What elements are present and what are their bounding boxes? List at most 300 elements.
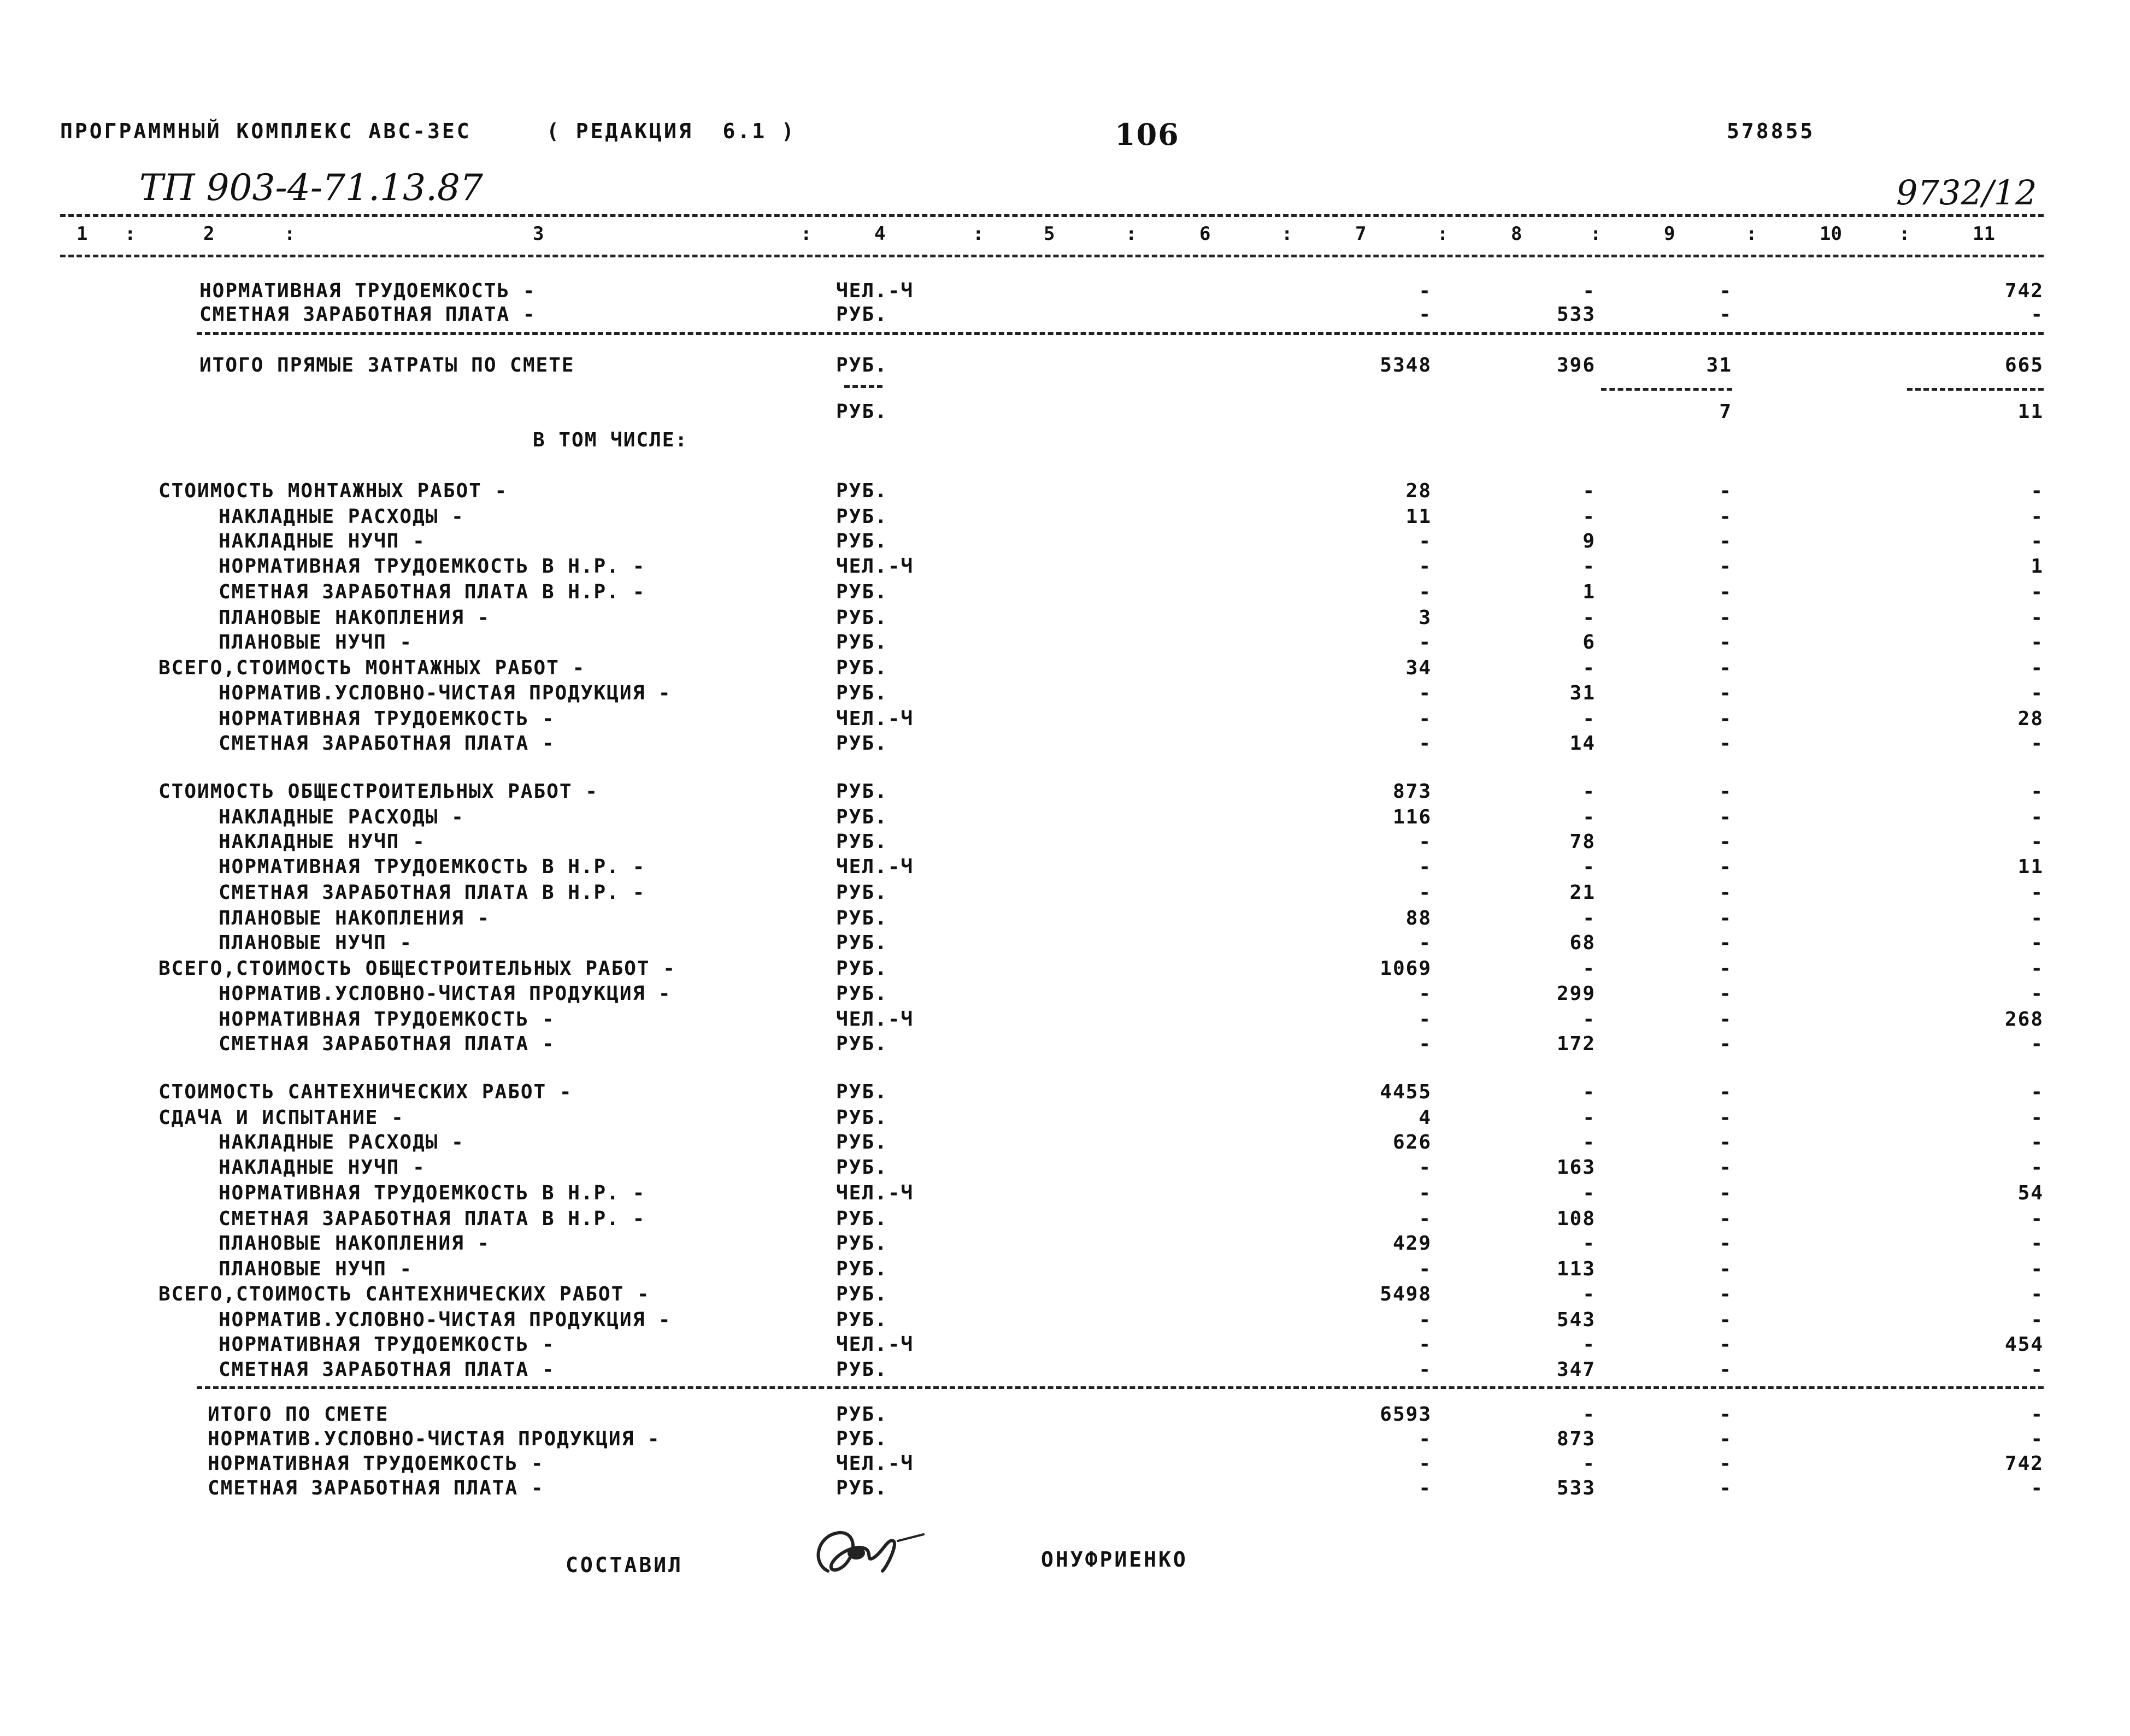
- cell-col-11: 54: [2017, 1182, 2044, 1204]
- row-label: НАКЛАДНЫЕ РАСХОДЫ -: [219, 1131, 464, 1154]
- cell-col-11: 742: [2004, 1452, 2044, 1475]
- cell-col-9: -: [1719, 682, 1732, 704]
- row-unit: РУБ.: [836, 607, 888, 629]
- cell-col-11: 268: [2004, 1008, 2044, 1031]
- table-row: [0, 831, 2130, 856]
- table-row: [0, 480, 2130, 505]
- cell-col-8: 347: [1556, 1358, 1596, 1381]
- cell-col-8: -: [1582, 657, 1596, 679]
- cell-col-7: -: [1419, 631, 1432, 654]
- row-label: НАКЛАДНЫЕ РАСХОДЫ -: [219, 806, 464, 828]
- col-num-8: 8: [1511, 223, 1522, 245]
- cell-col-8: 108: [1556, 1208, 1596, 1230]
- cell-col-11: -: [2031, 1477, 2044, 1499]
- row-label: СМЕТНАЯ ЗАРАБОТНАЯ ПЛАТА -: [219, 1358, 555, 1381]
- row-unit: ЧЕЛ.-Ч: [836, 555, 914, 578]
- cell-col-7: 626: [1392, 1131, 1432, 1154]
- row-unit: РУБ.: [836, 1208, 888, 1230]
- cell-col-7: -: [1419, 708, 1432, 730]
- row-unit: ЧЕЛ.-Ч: [836, 280, 914, 302]
- cell-col-9: -: [1719, 530, 1732, 552]
- row-label: СТОИМОСТЬ МОНТАЖНЫХ РАБОТ -: [158, 480, 508, 502]
- cell-col-11: 665: [2004, 354, 2044, 376]
- cell-col-9: -: [1719, 1131, 1732, 1154]
- col-num-7: 7: [1355, 223, 1367, 245]
- table-row: [0, 1033, 2130, 1058]
- row-unit: ЧЕЛ.-Ч: [836, 1182, 914, 1204]
- row-label: НОРМАТИВ.УСЛОВНО-ЧИСТАЯ ПРОДУКЦИЯ -: [219, 1309, 672, 1331]
- cell-col-8: -: [1582, 806, 1596, 828]
- table-row: [0, 530, 2130, 555]
- row-unit: РУБ.: [836, 932, 888, 954]
- cell-col-9: -: [1719, 631, 1732, 654]
- cell-col-8: -: [1582, 1131, 1596, 1154]
- cell-col-11: -: [2031, 505, 2044, 528]
- row-unit: РУБ.: [836, 806, 888, 828]
- cell-col-9: -: [1719, 1156, 1732, 1179]
- cell-col-7: 116: [1392, 806, 1432, 828]
- header-rule-bottom: [60, 255, 2044, 257]
- row-unit: ЧЕЛ.-Ч: [836, 708, 914, 730]
- col-sep: :: [801, 223, 812, 245]
- cell-col-9: -: [1719, 1477, 1732, 1499]
- cell-col-8: -: [1582, 708, 1596, 730]
- row-label: ИТОГО ПРЯМЫЕ ЗАТРАТЫ ПО СМЕТЕ: [199, 354, 575, 376]
- cell-col-8: 113: [1556, 1258, 1596, 1280]
- cell-col-11: -: [2031, 657, 2044, 679]
- table-row: [0, 907, 2130, 932]
- cell-col-8: 6: [1582, 631, 1596, 654]
- cell-col-9: -: [1719, 982, 1732, 1005]
- table-row: [0, 1156, 2130, 1181]
- row-label: ВСЕГО,СТОИМОСТЬ МОНТАЖНЫХ РАБОТ -: [158, 657, 586, 679]
- cell-col-7: 3: [1419, 607, 1432, 629]
- cell-col-7: -: [1419, 1033, 1432, 1055]
- row-label: СМЕТНАЯ ЗАРАБОТНАЯ ПЛАТА -: [208, 1477, 544, 1499]
- row-label: ВСЕГО,СТОИМОСТЬ САНТЕХНИЧЕСКИХ РАБОТ -: [158, 1283, 650, 1305]
- cell-col-8: -: [1582, 505, 1596, 528]
- cell-col-11: -: [2031, 732, 2044, 755]
- row-unit: РУБ.: [836, 581, 888, 603]
- cell-col-7: -: [1419, 982, 1432, 1005]
- edition-label: ( РЕДАКЦИЯ 6.1 ): [546, 119, 796, 143]
- cell-col-7: 34: [1405, 657, 1432, 679]
- table-row: [0, 1477, 2130, 1502]
- row-unit: ЧЕЛ.-Ч: [836, 856, 914, 878]
- col-sep: :: [1437, 223, 1449, 245]
- cell-col-9: -: [1719, 1232, 1732, 1255]
- table-row: [0, 982, 2130, 1008]
- table-row: [0, 780, 2130, 805]
- row-unit: РУБ.: [836, 480, 888, 502]
- cell-col-11: -: [2031, 806, 2044, 828]
- cell-col-11: -: [2031, 1309, 2044, 1331]
- table-row: [0, 429, 2130, 454]
- cell-col-11: 28: [2017, 708, 2044, 730]
- table-row: [0, 607, 2130, 632]
- row-unit: РУБ.: [836, 1081, 888, 1103]
- col-sep: :: [284, 223, 296, 245]
- table-row: [0, 303, 2130, 328]
- table-row: [0, 1081, 2130, 1106]
- cell-col-7: -: [1419, 1452, 1432, 1475]
- cell-col-11: -: [2031, 881, 2044, 904]
- cell-col-11: -: [2031, 1403, 2044, 1426]
- row-label: СМЕТНАЯ ЗАРАБОТНАЯ ПЛАТА В Н.Р. -: [219, 881, 646, 904]
- cell-col-11: -: [2031, 1428, 2044, 1450]
- row-label: НАКЛАДНЫЕ РАСХОДЫ -: [219, 505, 464, 528]
- cell-col-7: 28: [1405, 480, 1432, 502]
- cell-col-11: 1: [2031, 555, 2044, 578]
- cell-col-11: -: [2031, 932, 2044, 954]
- table-row: [0, 1232, 2130, 1257]
- cell-col-9: -: [1719, 957, 1732, 980]
- cell-col-9: -: [1719, 856, 1732, 878]
- row-label: НОРМАТИВНАЯ ТРУДОЕМКОСТЬ В Н.Р. -: [219, 1182, 646, 1204]
- row-unit: РУБ.: [836, 982, 888, 1005]
- cell-col-11: -: [2031, 907, 2044, 929]
- cell-col-11: -: [2031, 530, 2044, 552]
- cell-col-7: -: [1419, 1428, 1432, 1450]
- table-row: [0, 806, 2130, 831]
- cell-col-7: -: [1419, 303, 1432, 326]
- cell-col-7: -: [1419, 1156, 1432, 1179]
- row-label: СДАЧА И ИСПЫТАНИЕ -: [158, 1107, 404, 1129]
- cell-col-8: -: [1582, 480, 1596, 502]
- cell-col-9: -: [1719, 780, 1732, 803]
- row-unit: РУБ.: [836, 505, 888, 528]
- cell-col-8: -: [1582, 1333, 1596, 1356]
- row-unit: ЧЕЛ.-Ч: [836, 1008, 914, 1031]
- document-code: 578855: [1727, 119, 1815, 143]
- table-row: [0, 682, 2130, 707]
- row-unit: РУБ.: [836, 1033, 888, 1055]
- table-row: [0, 932, 2130, 957]
- row-label: НОРМАТИВ.УСЛОВНО-ЧИСТАЯ ПРОДУКЦИЯ -: [219, 682, 672, 704]
- cell-col-7: 5498: [1380, 1283, 1432, 1305]
- col-sep: :: [1590, 223, 1602, 245]
- table-row: [0, 1283, 2130, 1308]
- cell-col-8: 31: [1569, 682, 1596, 704]
- row-label: НОРМАТИВ.УСЛОВНО-ЧИСТАЯ ПРОДУКЦИЯ -: [208, 1428, 661, 1450]
- cell-col-8: -: [1582, 1081, 1596, 1103]
- row-unit: РУБ.: [836, 1283, 888, 1305]
- cell-col-8: -: [1582, 957, 1596, 980]
- row-label: НОРМАТИВНАЯ ТРУДОЕМКОСТЬ -: [199, 280, 536, 302]
- row-label: НОРМАТИВНАЯ ТРУДОЕМКОСТЬ -: [208, 1452, 544, 1475]
- table-row: [0, 1258, 2130, 1283]
- row-unit: РУБ.: [836, 1428, 888, 1450]
- col-sep: :: [125, 223, 136, 245]
- cell-col-8: -: [1582, 856, 1596, 878]
- table-row: [0, 555, 2130, 580]
- cell-col-11: 11: [2017, 401, 2044, 423]
- row-label: ПЛАНОВЫЕ НУЧП -: [219, 631, 413, 654]
- cell-col-8: -: [1582, 607, 1596, 629]
- cell-col-8: 1: [1582, 581, 1596, 603]
- table-row: [0, 732, 2130, 757]
- row-unit: РУБ.: [836, 780, 888, 803]
- row-unit: ЧЕЛ.-Ч: [836, 1452, 914, 1475]
- cell-col-11: 742: [2004, 280, 2044, 302]
- row-unit: РУБ.: [836, 1107, 888, 1129]
- cell-col-8: -: [1582, 780, 1596, 803]
- cell-col-7: -: [1419, 682, 1432, 704]
- row-unit: РУБ.: [836, 354, 888, 376]
- cell-col-11: -: [2031, 1033, 2044, 1055]
- row-label: В ТОМ ЧИСЛЕ:: [533, 429, 689, 451]
- row-label: ПЛАНОВЫЕ НАКОПЛЕНИЯ -: [219, 907, 491, 929]
- cell-col-7: -: [1419, 1358, 1432, 1381]
- table-row: [0, 631, 2130, 656]
- row-label: ПЛАНОВЫЕ НУЧП -: [219, 932, 413, 954]
- cell-col-7: 11: [1405, 505, 1432, 528]
- row-label: ИТОГО ПО СМЕТЕ: [208, 1403, 389, 1426]
- cell-col-11: -: [2031, 1283, 2044, 1305]
- cell-col-9: -: [1719, 932, 1732, 954]
- row-label: СТОИМОСТЬ ОБЩЕСТРОИТЕЛЬНЫХ РАБОТ -: [158, 780, 598, 803]
- cell-col-9: -: [1719, 1403, 1732, 1426]
- cell-col-11: -: [2031, 303, 2044, 326]
- table-row: [0, 957, 2130, 982]
- cell-col-7: -: [1419, 280, 1432, 302]
- row-unit: РУБ.: [836, 881, 888, 904]
- cell-col-9: -: [1719, 1358, 1732, 1381]
- cell-col-7: 1069: [1380, 957, 1432, 980]
- row-label: НОРМАТИВНАЯ ТРУДОЕМКОСТЬ -: [219, 1333, 555, 1356]
- cell-col-9: -: [1719, 1452, 1732, 1475]
- cell-col-9: -: [1719, 1309, 1732, 1331]
- row-unit: РУБ.: [836, 631, 888, 654]
- row-label: НОРМАТИВНАЯ ТРУДОЕМКОСТЬ -: [219, 1008, 555, 1031]
- table-row: [0, 1008, 2130, 1033]
- cell-col-11: -: [2031, 1358, 2044, 1381]
- cell-col-8: -: [1582, 1107, 1596, 1129]
- table-row: [0, 1309, 2130, 1334]
- cell-col-11: 454: [2004, 1333, 2044, 1356]
- row-unit: РУБ.: [836, 1358, 888, 1381]
- cell-col-8: -: [1582, 1008, 1596, 1031]
- table-row: [0, 1107, 2130, 1132]
- cell-col-7: 6593: [1380, 1403, 1432, 1426]
- row-label: НАКЛАДНЫЕ НУЧП -: [219, 530, 426, 552]
- cell-col-9: -: [1719, 1008, 1732, 1031]
- sheet-code: 9732/12: [1896, 173, 2037, 213]
- cell-col-8: 873: [1556, 1428, 1596, 1450]
- cell-col-9: -: [1719, 831, 1732, 853]
- table-row: [0, 401, 2130, 426]
- cell-col-8: 21: [1569, 881, 1596, 904]
- table-row: [0, 1333, 2130, 1358]
- cell-col-8: -: [1582, 280, 1596, 302]
- cell-col-9: -: [1719, 1208, 1732, 1230]
- cell-col-9: -: [1719, 1283, 1732, 1305]
- cell-col-8: -: [1582, 907, 1596, 929]
- cell-col-11: -: [2031, 607, 2044, 629]
- cell-col-11: -: [2031, 1258, 2044, 1280]
- row-label: НАКЛАДНЫЕ НУЧП -: [219, 831, 426, 853]
- row-label: СМЕТНАЯ ЗАРАБОТНАЯ ПЛАТА -: [219, 1033, 555, 1055]
- unit-underline: [844, 385, 882, 388]
- row-unit: РУБ.: [836, 732, 888, 755]
- col-num-10: 10: [1820, 223, 1842, 245]
- table-row: [0, 881, 2130, 907]
- row-label: СМЕТНАЯ ЗАРАБОТНАЯ ПЛАТА -: [219, 732, 555, 755]
- page-number: 106: [1115, 117, 1180, 152]
- row-unit: РУБ.: [836, 530, 888, 552]
- row-unit: РУБ.: [836, 1258, 888, 1280]
- cell-col-11: -: [2031, 982, 2044, 1005]
- cell-col-7: -: [1419, 1182, 1432, 1204]
- cell-col-11: -: [2031, 1107, 2044, 1129]
- cell-col-7: -: [1419, 831, 1432, 853]
- cell-col-9: -: [1719, 303, 1732, 326]
- col-sep: :: [973, 223, 984, 245]
- row-unit: РУБ.: [836, 1477, 888, 1499]
- row-label: НОРМАТИВНАЯ ТРУДОЕМКОСТЬ -: [219, 708, 555, 730]
- cell-col-9: -: [1719, 657, 1732, 679]
- row-label: НАКЛАДНЫЕ НУЧП -: [219, 1156, 426, 1179]
- cell-col-11: -: [2031, 1232, 2044, 1255]
- row-label: НОРМАТИВНАЯ ТРУДОЕМКОСТЬ В Н.Р. -: [219, 856, 646, 878]
- cell-col-8: -: [1582, 1182, 1596, 1204]
- cell-col-7: -: [1419, 732, 1432, 755]
- cell-col-11: -: [2031, 957, 2044, 980]
- cell-col-7: -: [1419, 1333, 1432, 1356]
- cell-col-9: -: [1719, 505, 1732, 528]
- cell-col-11: -: [2031, 631, 2044, 654]
- row-unit: РУБ.: [836, 303, 888, 326]
- totals-rule: [197, 1386, 2044, 1389]
- table-row: [0, 505, 2130, 531]
- col-num-3: 3: [533, 223, 544, 245]
- row-unit: РУБ.: [836, 957, 888, 980]
- cell-col-9: -: [1719, 1428, 1732, 1450]
- cell-col-7: -: [1419, 1258, 1432, 1280]
- cell-col-11: -: [2031, 1131, 2044, 1154]
- cell-col-7: -: [1419, 856, 1432, 878]
- col-num-4: 4: [874, 223, 886, 245]
- cell-col-7: -: [1419, 1477, 1432, 1499]
- row-unit: РУБ.: [836, 907, 888, 929]
- cell-col-11: -: [2031, 1081, 2044, 1103]
- compiled-by-label: СОСТАВИЛ: [566, 1553, 684, 1577]
- row-unit: РУБ.: [836, 831, 888, 853]
- col-sep: :: [1126, 223, 1137, 245]
- cell-col-11: -: [2031, 831, 2044, 853]
- table-row: [0, 354, 2130, 379]
- cell-col-9: -: [1719, 881, 1732, 904]
- cell-col-9: -: [1719, 708, 1732, 730]
- col-num-1: 1: [77, 223, 88, 245]
- cell-col-8: -: [1582, 1283, 1596, 1305]
- cell-col-8: 299: [1556, 982, 1596, 1005]
- cell-col-9: -: [1719, 907, 1732, 929]
- table-row: [0, 280, 2130, 305]
- cell-col-11: -: [2031, 480, 2044, 502]
- cell-col-8: 533: [1556, 1477, 1596, 1499]
- cell-col-11: -: [2031, 682, 2044, 704]
- table-row: [0, 1208, 2130, 1233]
- header-rule-top: [60, 214, 2044, 217]
- cell-col-7: -: [1419, 555, 1432, 578]
- cell-col-8: 9: [1582, 530, 1596, 552]
- table-row: [0, 1182, 2130, 1207]
- cell-col-9: -: [1719, 480, 1732, 502]
- table-row: [0, 1358, 2130, 1384]
- row-unit: РУБ.: [836, 1232, 888, 1255]
- col-num-9: 9: [1664, 223, 1675, 245]
- cell-col-7: 873: [1392, 780, 1432, 803]
- project-code: ТП 903-4-71.13.87: [139, 167, 484, 209]
- row-label: ВСЕГО,СТОИМОСТЬ ОБЩЕСТРОИТЕЛЬНЫХ РАБОТ -: [158, 957, 676, 980]
- cell-col-9: -: [1719, 555, 1732, 578]
- cell-col-8: 172: [1556, 1033, 1596, 1055]
- col-num-11: 11: [1973, 223, 1995, 245]
- row-unit: РУБ.: [836, 401, 888, 423]
- table-row: [0, 657, 2130, 682]
- cell-col-9: 7: [1719, 401, 1732, 423]
- table-row: [0, 1131, 2130, 1156]
- signature-image: [806, 1519, 948, 1585]
- table-row: [0, 1428, 2130, 1453]
- cell-col-8: -: [1582, 555, 1596, 578]
- cell-col-7: 429: [1392, 1232, 1432, 1255]
- program-title: ПРОГРАММНЫЙ КОМПЛЕКС АВС-3ЕС: [60, 119, 472, 143]
- table-row: [0, 1403, 2130, 1428]
- row-label: НОРМАТИВНАЯ ТРУДОЕМКОСТЬ В Н.Р. -: [219, 555, 646, 578]
- cell-col-11: 11: [2017, 856, 2044, 878]
- row-label: НОРМАТИВ.УСЛОВНО-ЧИСТАЯ ПРОДУКЦИЯ -: [219, 982, 672, 1005]
- cell-col-7: -: [1419, 881, 1432, 904]
- cell-col-11: -: [2031, 780, 2044, 803]
- section-rule: [197, 332, 2044, 335]
- cell-col-7: 4455: [1380, 1081, 1432, 1103]
- cell-col-8: -: [1582, 1403, 1596, 1426]
- compiler-name: ОНУФРИЕНКО: [1041, 1547, 1188, 1572]
- row-unit: РУБ.: [836, 657, 888, 679]
- row-label: СТОИМОСТЬ САНТЕХНИЧЕСКИХ РАБОТ -: [158, 1081, 573, 1103]
- cell-col-9: -: [1719, 581, 1732, 603]
- row-unit: РУБ.: [836, 682, 888, 704]
- cell-col-8: -: [1582, 1452, 1596, 1475]
- cell-col-7: -: [1419, 581, 1432, 603]
- col-num-2: 2: [203, 223, 215, 245]
- col-num-5: 5: [1044, 223, 1055, 245]
- cell-col-9: -: [1719, 732, 1732, 755]
- c9-underline: [1601, 388, 1732, 391]
- row-unit: РУБ.: [836, 1403, 888, 1426]
- row-unit: РУБ.: [836, 1156, 888, 1179]
- col-num-6: 6: [1199, 223, 1211, 245]
- cell-col-9: -: [1719, 1107, 1732, 1129]
- row-label: ПЛАНОВЫЕ НАКОПЛЕНИЯ -: [219, 1232, 491, 1255]
- cell-col-7: -: [1419, 1008, 1432, 1031]
- cell-col-7: -: [1419, 1309, 1432, 1331]
- cell-col-9: -: [1719, 1333, 1732, 1356]
- cell-col-9: 31: [1706, 354, 1732, 376]
- cell-col-11: -: [2031, 1156, 2044, 1179]
- row-label: СМЕТНАЯ ЗАРАБОТНАЯ ПЛАТА В Н.Р. -: [219, 1208, 646, 1230]
- cell-col-9: -: [1719, 1258, 1732, 1280]
- row-unit: ЧЕЛ.-Ч: [836, 1333, 914, 1356]
- cell-col-8: 533: [1556, 303, 1596, 326]
- col-sep: :: [1899, 223, 1910, 245]
- cell-col-11: -: [2031, 581, 2044, 603]
- cell-col-8: 68: [1569, 932, 1596, 954]
- cell-col-7: -: [1419, 1208, 1432, 1230]
- cell-col-8: 163: [1556, 1156, 1596, 1179]
